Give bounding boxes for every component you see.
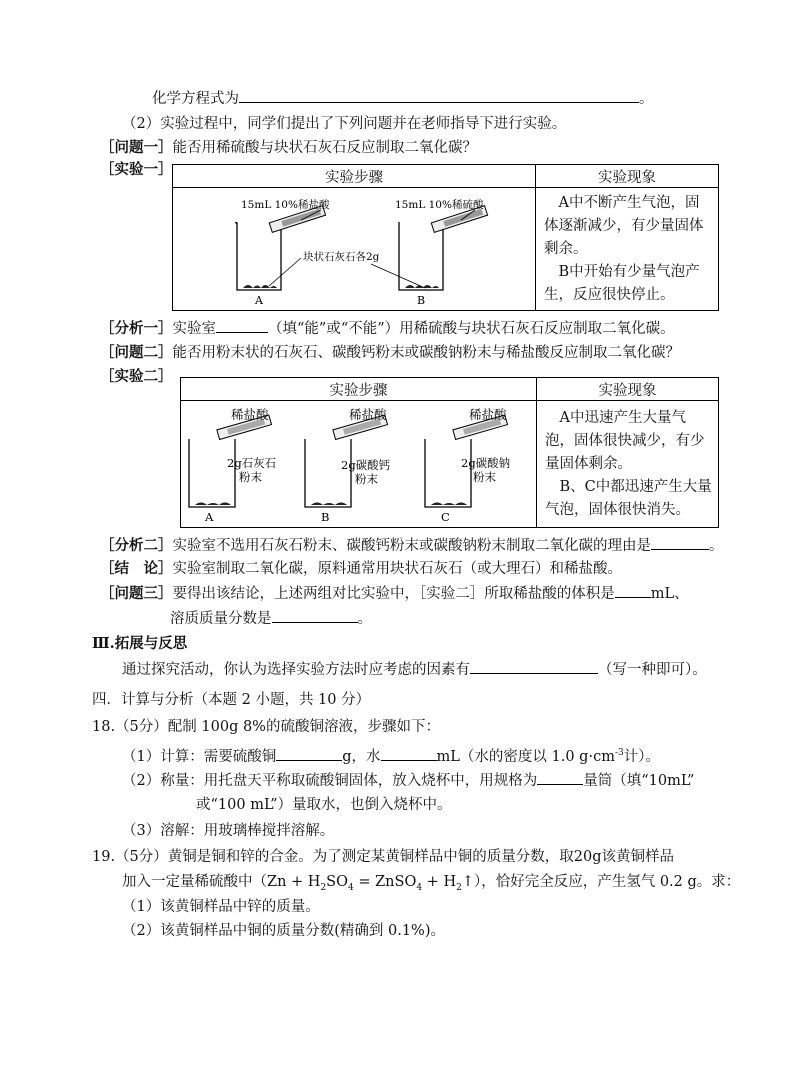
acid-label-a: 稀盐酸 bbox=[231, 407, 269, 422]
factor-blank[interactable] bbox=[470, 659, 598, 674]
question-one: ［问题一］能否用稀硫酸与块状石灰石反应制取二氧化碳？ bbox=[100, 139, 477, 156]
volume-blank[interactable] bbox=[615, 583, 651, 598]
analysis-two: ［分析二］实验室不选用石灰石粉末、碳酸钙粉末或碳酸钠粉末制取二氧化碳的理由是 。 bbox=[100, 537, 724, 554]
mass-fraction-blank[interactable] bbox=[272, 608, 358, 623]
question-three-line2: 溶质质量分数是 。 bbox=[170, 608, 372, 629]
solid-label-c-line1: 2g碳酸钠 bbox=[461, 456, 511, 470]
question-18-step2-line2: 或“100 mL”）量取水，也倒入烧杯中。 bbox=[196, 797, 452, 813]
experiment-two-label: ［实验二］ bbox=[100, 368, 173, 385]
beaker-b-label: B bbox=[417, 294, 426, 306]
experiment-one-observations: A中不断产生气泡，固体逐渐减少，有少量固体剩余。 B中开始有少量气泡产生，反应很快停止。 bbox=[536, 188, 719, 311]
experiment-one-label: ［实验一］ bbox=[100, 161, 173, 178]
analysis-two-blank[interactable] bbox=[651, 535, 709, 550]
solid-label: 块状石灰石各2g bbox=[303, 251, 380, 263]
solid-label-a-line1: 2g石灰石 bbox=[227, 456, 277, 470]
experiment-two-figure bbox=[181, 401, 537, 528]
acid-label-a: 15mL 10%稀盐酸 bbox=[241, 199, 330, 211]
question-18-step2: （2）称量：用托盘天平称取硫酸铜固体，放入烧杯中，用规格为 量筒（填“10mL” bbox=[122, 770, 694, 791]
solid-label-a-line2: 粉末 bbox=[239, 470, 262, 484]
table-header-observations: 实验现象 bbox=[536, 165, 719, 188]
table-header-steps: 实验步骤 bbox=[173, 165, 536, 188]
beaker-diagram-one bbox=[173, 188, 535, 306]
solid-label-c-line2: 粉末 bbox=[473, 470, 496, 484]
question-18-step3: （3）溶解：用玻璃棒搅拌溶解。 bbox=[122, 823, 335, 839]
acid-label-b: 稀盐酸 bbox=[349, 407, 387, 422]
question-19-equation: 加入一定量稀硫酸中（$Zn + H_2SO_4$ = ZnSO$_4$ + $H_2↑$），恰好完全反应，产生氢气 0.2 g。求： bbox=[122, 874, 741, 893]
experiment-two-observations: A中迅速产生大量气泡，固体很快减少，有少量固体剩余。 B、C中都迅速产生大量气泡，固体很快消失。 bbox=[537, 401, 719, 528]
equation-prompt: 化学方程式为 bbox=[152, 91, 239, 107]
table-header-steps: 实验步骤 bbox=[181, 378, 537, 401]
analysis-one: ［分析一］实验室 （填“能”或“不能”）用稀硫酸与块状石灰石反应制取二氧化碳。 bbox=[100, 320, 675, 337]
question-18-step1: （1）计算：需要硫酸铜 g，水 mL（水的密度以 1.0 $g\cdot cm^{-3}$计）。 bbox=[122, 743, 660, 767]
beaker-a-label: A bbox=[255, 294, 263, 306]
equation-line: 化学方程式为 。 bbox=[152, 88, 654, 109]
question-two: ［问题二］能否用粉末状的石灰石、碳酸钙粉末或碳酸钠粉末与稀盐酸反应制取二氧化碳？ bbox=[100, 344, 680, 361]
acid-label-c: 稀盐酸 bbox=[469, 407, 507, 422]
section-three-title: Ⅲ.拓展与反思 bbox=[92, 635, 188, 652]
experiment-one-table bbox=[172, 164, 719, 311]
conclusion: ［结 论］实验室制取二氧化碳，原料通常用块状石灰石（或大理石）和稀盐酸。 bbox=[100, 560, 622, 577]
beaker-a-label: A bbox=[205, 510, 214, 523]
section-three-text: 通过探究活动，你认为选择实验方法时应考虑的因素有 （写一种即可）。 bbox=[122, 659, 707, 680]
acid-label-b: 15mL 10%稀硫酸 bbox=[395, 199, 484, 211]
experiment-two-table bbox=[180, 377, 719, 528]
equation-answer-blank[interactable] bbox=[239, 88, 639, 103]
solid-label-b-line1: 2g碳酸钙 bbox=[341, 458, 391, 472]
question-19-head: 19.（5分）黄铜是铜和锌的合金。为了测定某黄铜样品中铜的质量分数，取20g该黄铜样品 bbox=[92, 849, 675, 865]
beaker-diagram-two bbox=[181, 401, 536, 523]
intro-line: （2）实验过程中，同学们提出了下列问题并在老师指导下进行实验。 bbox=[122, 116, 567, 132]
table-header-observations: 实验现象 bbox=[537, 378, 719, 401]
question-19-part2: （2）该黄铜样品中铜的质量分数(精确到 0.1%)。 bbox=[122, 923, 445, 939]
experiment-one-figure bbox=[173, 188, 536, 311]
question-19-part1: （1）该黄铜样品中锌的质量。 bbox=[122, 899, 320, 915]
water-volume-blank[interactable] bbox=[381, 746, 437, 761]
section-four-title: 四．计算与分析（本题 2 小题，共 10 分） bbox=[92, 692, 371, 708]
analysis-one-blank[interactable] bbox=[216, 318, 268, 333]
cylinder-size-blank[interactable] bbox=[537, 770, 583, 785]
solid-label-b-line2: 粉末 bbox=[355, 472, 378, 486]
beaker-c-label: C bbox=[441, 510, 450, 523]
question-three: ［问题三］要得出该结论，上述两组对比实验中，［实验二］所取稀盐酸的体积是 mL、 bbox=[100, 585, 689, 602]
beaker-b-label: B bbox=[321, 510, 330, 523]
question-18-head: 18.（5分）配制 100g 8%的硫酸铜溶液，步骤如下： bbox=[92, 719, 440, 735]
copper-sulfate-mass-blank[interactable] bbox=[276, 746, 342, 761]
